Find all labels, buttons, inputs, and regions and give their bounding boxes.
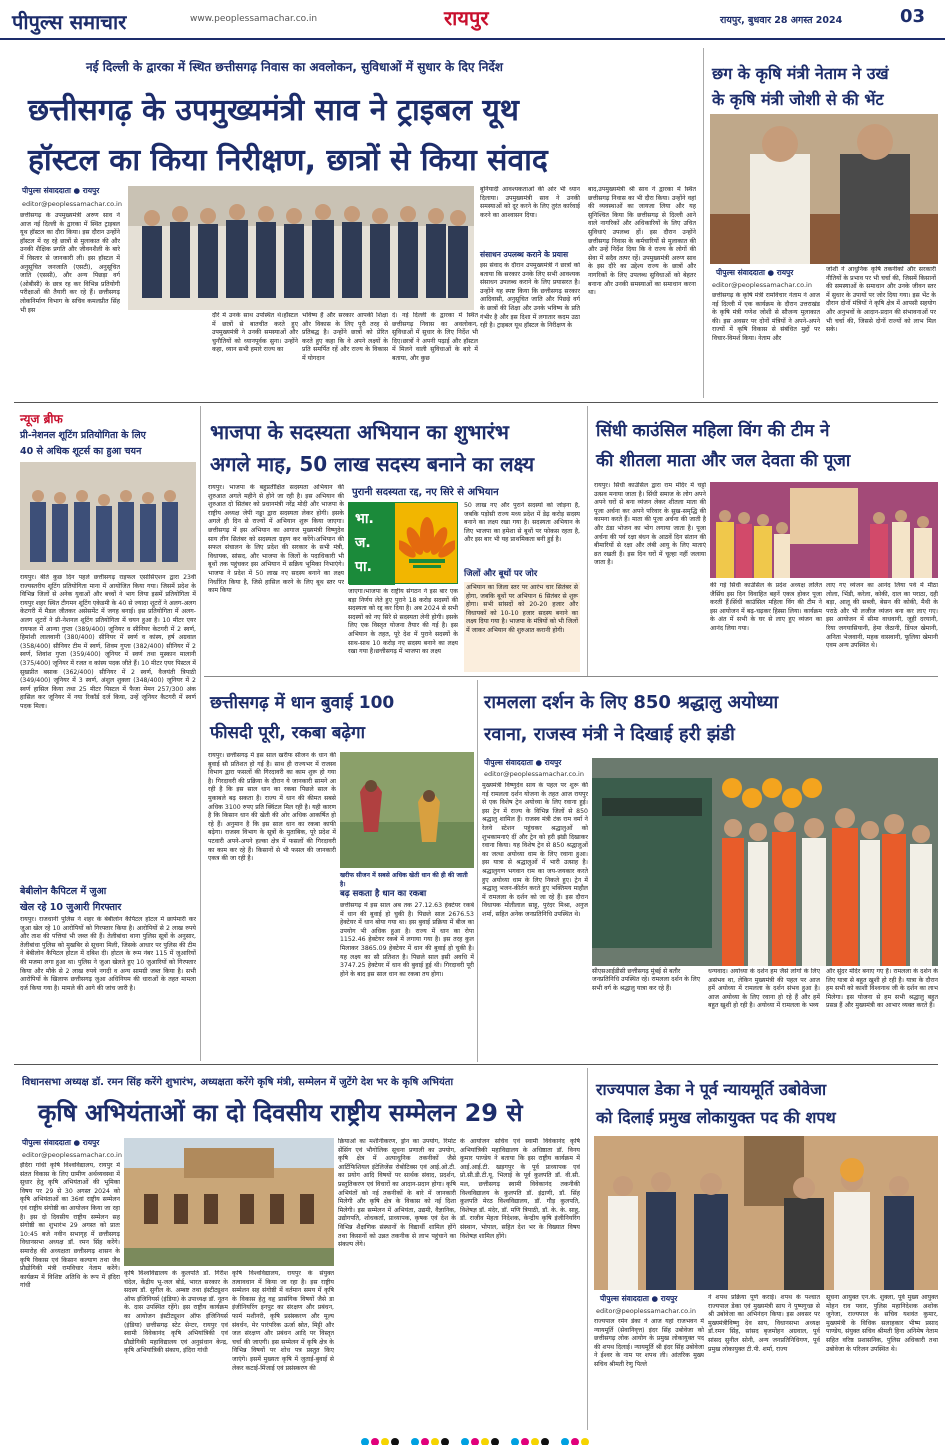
paddy-headline-line2: फीसदी पूरी, रकबा बढ़ेगा bbox=[210, 723, 366, 743]
lead-subhead: संसाधन उपलब्ध कराने के प्रयास bbox=[480, 250, 569, 259]
bjp-col3b: अभियान का जिला स्तर पर आरंभ चार सितंबर से होगा, जबकि बूथों पर अभियान 6 सितंबर से शुरू होगा। सभी सांसदों को 20-20 हजार और विधायकों को 10-10 हजार सदस्य बनाने का लक्ष्य दिया गया है। भाजपा के मंत्रियों को भी जिलों में जाकर अभियान की शुरुआत करानी होगी। bbox=[464, 582, 580, 672]
bjp-headline-line2: अगले माह, 50 लाख सदस्य बनाने का लक्ष्य bbox=[210, 452, 535, 476]
agri-engineers-col2: कृषि विश्वविद्यालय के कुलपति डॉ. गिरीश चंदेल, केंद्रीय भू-जल बोर्ड, भारत सरकार के सदस्य डॉ. सुनील के. अम्बष्ट तथा इंस्टीट्यूशन ऑफ इंजिनियर्स (इंडिया) के उपाध्यक्ष डॉ. नूतन के. दास उपस्थित रहेंगे। इस राष्ट्रीय कार्यक्रम का आयोजन इंस्टीट्यूशन ऑफ इंजिनियर्स (इंडिया) छत्तीसगढ़ स्टेट सेन्टर, रायपुर एवं स्वामी विवेकानंद कृषि अभियांत्रिकी एवं प्रौद्योगिकी महाविद्यालय एवं अनुसंधान केन्द्र, कृषि अभियांत्रिकी संकाय, इंदिरा गांधी bbox=[124, 1270, 228, 1355]
lead-byline: पीपुल्स संवाददाता ● रायपुर bbox=[22, 186, 100, 195]
bjp-logo-text2: ज. bbox=[355, 535, 371, 551]
divider bbox=[477, 680, 478, 1062]
governor-email: editor@peoplessamachar.co.in bbox=[596, 1307, 696, 1315]
governor-byline: पीपुल्स संवाददाता ● रायपुर bbox=[600, 1294, 678, 1303]
agri-meeting-col2: जोशी ने आधुनिक कृषि तकनीकों और सरकारी नीतियों के प्रभाव पर भी चर्चा की, जिसमें किसानों की समस्याओं के समाधान और उनके जीवन स्तर में सुधार के उपायों पर जोर दिया गया। इस भेंट के दौरान दोनों मंत्रियों ने कृषि क्षेत्र में आपसी सहयोग और अनुभवों के आदान-प्रदान की संभावनाओं पर भी चर्चा की, जिससे दोनों राज्यों को लाभ मिल सके। bbox=[826, 266, 936, 334]
news-brief-label: न्यूज ब्रीफ bbox=[20, 412, 63, 426]
agri-engineers-byline: पीपुल्स संवाददाता ● रायपुर bbox=[22, 1138, 100, 1147]
governor-headline-line1: राज्यपाल डेका ने पूर्व न्यायमूर्ति उबोवेजा bbox=[596, 1080, 827, 1099]
agri-meeting-headline-line1: छग के कृषि मंत्री नेताम ने उखं bbox=[712, 64, 889, 83]
lead-col3: भविष्य हैं और सरकार आपकी शिक्षा और विकास के लिए पूरी तरह से प्रतिबद्ध है। उन्होंने छात्रों को प्रेरित करते हुए कहा कि वे अपने लक्ष्यों के प्रति समर्पित रहें और राज्य के विकास में योगदान bbox=[302, 312, 388, 362]
dateline: रायपुर, बुधवार 28 अगस्त 2024 bbox=[720, 15, 843, 26]
ramlala-headline-line2: रवाना, राजस्व मंत्री ने दिखाई हरी झंडी bbox=[484, 724, 735, 745]
governor-headline-line2: को दिलाई प्रमुख लोकायुक्त पद की शपथ bbox=[596, 1108, 836, 1127]
sindhi-col1: रायपुर। सिंधी काउंसिल द्वारा राम मंदिर में चट्टो उत्सव मनाया जाता है। सिंधी समाज के लोग अपने अपने घरों से बना व्यंजन लेकर शीतला माता की पूजा अर्चना कर अपने परिवार के सुख-समृद्धि की कामना करते हैं। माता की पूजा अर्चना की जाती है और ठंडा भोजन का भोग लगाया जाता है। पूजा अर्चना की पर्व रक्षा बंधन के आठवें दिन संतान की बीमारियों से रक्षा और लंबी आयु के लिए माताएं व्रत रखती हैं। इस दिन घरों में चूल्हा नहीं जलाया जाता है। bbox=[594, 482, 706, 567]
bjp-col3: 50 लाख नए और पुराने सदस्यों को जोड़ना है, जबकि पड़ोसी राज्य मध्य प्रदेश में डेढ़ करोड़ सदस्य बनाने का लक्ष्य रखा गया है। सदस्यता अभियान के लिए भाजपा का हमेशा से बूथों पर फोकस रहता है, और इस बार भी यह प्राथमिकता बनी हुई है। bbox=[464, 502, 580, 544]
lead-kicker: नई दिल्ली के द्वारका में स्थित छत्तीसगढ़ निवास का अवलोकन, सुविधाओं में सुधार के दिए निर्देश bbox=[86, 60, 503, 74]
governor-photo bbox=[594, 1136, 938, 1290]
lead-col2: दौरे में उनके साथ उपस्थित थे।हॉस्टल में छात्रों से बातचीत करते हुए उपमुख्यमंत्री ने उनकी समस्याओं और चुनौतियों को ध्यानपूर्वक सुना। उन्होंने कहा, ध्यान सभी हमारे राज्य का bbox=[212, 312, 298, 354]
brief1-text: रायपुर। बीते कुछ दिन पहले छत्तीसगढ़ राइफल एसोसिएशन द्वारा 23वीं राज्यस्तरीय शूटिंग प्रतियोगिता माना में आयोजित किया गया। जिसमें प्रदेश के विभिन्न जिलों से अनेक युवाओं और बच्चों ने भाग लिया इसमें प्रतियोगिता में रायपुर शहर स्थित टीगमन शूटिंग एकेडमी के 40 से ज्यादा शूटरों ने अलग-अलग केटगरी में मैडल जीतकर असेसमेंट में जगह बनाई। इस प्रतियोगिता में अलग-अलग शूटरों ने प्री-नेशनल शूटिंग प्रतियोगिता में चयन हुआ है। 10 मीटर एयर रायफल में आन्या गुप्ता (389/400) जूनियर व सीनियर केटगरी में 2 स्वर्ण, हिमांशी लालवानी (380/400) सीनियर में स्वर्ण व कांस्य, हर्ष अग्रवाल (358/400) सीनियर टीम में स्वर्ण, शिवम गुप्ता (382/400) सीनियर में 2 स्वर्ण, शिवांश गुप्ता (359/400) जूनियर में स्वर्ण तथा मुस्कान मालानी (375/400) जूनियर में रजत व कांस्य पदक जीते हैं। 10 मीटर एयर पिस्टल में सुखप्रीत बसाक (362/400) सीनियर में 2 स्वर्ण, वैजयंती त्रिपाठी (349/400) जूनियर में 3 स्वर्ण, अंशुल शुक्ला (348/400) जूनियर में 2 स्वर्ण हासिल किया तथा 25 मीटर पिस्टल में फैजा मेमन 257/300 अंक हासिल कर जूनियर में नया रिकॉर्ड दर्ज किया, उन्हें जूनियर कैटगरी में स्वर्ण पदक मिला। bbox=[20, 574, 196, 710]
ramlala-headline-line1: रामलला दर्शन के लिए 850 श्रद्धालु अयोध्या bbox=[484, 692, 779, 713]
agri-engineers-email: editor@peoplessamachar.co.in bbox=[22, 1151, 122, 1159]
bjp-logo-text1: भा. bbox=[355, 511, 374, 527]
divider bbox=[200, 406, 201, 1061]
paddy-subhead: बढ़ सकता है धान का रकबा bbox=[340, 889, 427, 899]
bjp-logo-text3: पा. bbox=[355, 559, 372, 575]
agri-meeting-col1: छत्तीसगढ़ के कृषि मंत्री रामविचार नेताम ने आज नई दिल्ली में एक कार्यक्रम के दौरान उत्तराखंड के कृषि मंत्री गणेश जोशी से सौजन्य मुलाकात की। इस अवसर पर दोनों मंत्रियों ने अपने-अपने राज्यों में कृषि विकास से संबंधित मुद्दों पर विचार-विमर्श किया। नेताम और bbox=[712, 292, 820, 342]
color-registration-bar bbox=[360, 1432, 590, 1442]
divider bbox=[204, 676, 938, 677]
bjp-subhead: जिलों और बूथों पर जोर bbox=[464, 569, 538, 579]
paddy-photo bbox=[340, 752, 474, 868]
agri-meeting-headline-line2: के कृषि मंत्री जोशी से की भेंट bbox=[712, 90, 884, 109]
paddy-photo-caption: खरीफ सीजन में सबसे अधिक खेती धान की ही की जाती है। bbox=[340, 872, 468, 888]
paddy-headline-line1: छत्तीसगढ़ में धान बुवाई 100 bbox=[210, 693, 395, 713]
ramlala-email: editor@peoplessamachar.co.in bbox=[484, 770, 584, 778]
bjp-headline-line1: भाजपा के सदस्यता अभियान का शुभारंभ bbox=[210, 420, 509, 444]
agri-meeting-byline: पीपुल्स संवाददाता ● रायपुर bbox=[716, 268, 794, 277]
ramlala-photo-caption: सीएसआईडीसी छत्तीसगढ़ मुंबई से बतौर जनप्रतिनिधि उपस्थित रहे। रामलला दर्शन के लिए सभी वर्ग के श्रद्धालु यात्रा कर रहे हैं। bbox=[592, 968, 701, 992]
bjp-col2: जाएगा।भाजपा के राष्ट्रीय संगठन ने इस बार एक बड़ा निर्णय लेते हुए पुराने 18 करोड़ सदस्यों की सदस्यता को रद्द कर दिया है। अब 2024 से सभी सदस्यों को नए सिरे से सदस्यता लेनी होगी। इसके लिए एक विस्तृत योजना तैयार की गई है। इस अभियान के तहत, पूरे देश में पुराने सदस्यों के साथ-साथ 10 करोड़ नए सदस्य बनाने का लक्ष्य रखा गया है।छत्तीसगढ़ में भाजपा का लक्ष्य bbox=[348, 588, 458, 656]
ramlala-col3: और सुंदर मंदिर बनाए गए हैं। रामलला के दर्शन के लिए यात्रा से बहुत खुशी हो रही है। यात्रा के दौरान हम सभी को काशी विश्वनाथ जी के दर्शन का लाभ मिलेगा। इस योजना से हम सभी श्रद्धालु बहुत प्रसन्न हैं और मुख्यमंत्री का आभार व्यक्त करते हैं। bbox=[826, 968, 938, 1010]
sindhi-headline-line1: सिंधी काउंसिल महिला विंग की टीम ने bbox=[596, 421, 830, 441]
agri-engineers-col5: के आयोजन सचिव एवं स्वामी विवेकानंद कृषि अभियांत्रिकी महाविद्यालय के अधिष्ठाता डॉ. विनय कुमार पाण्डेय ने बताया कि इस राष्ट्रीय कार्यक्रम में आई.आई.टी. खड़गपुर के पूर्व प्राध्यापक एवं प्रो.सी.डी.टी.यू. भिलाई के पूर्व कुलपति डॉ. वी.सी. मल, छत्तीसगढ़ स्वामी विवेकानंद तकनीकी विश्वविद्यालय के कुलपति डॉ. इंद्राणी, डॉ. सिंह कुलपति मेरठ विश्वविद्यालय, डॉ. गौड़ कुलपति, विशेषज्ञ डॉ. मंदेर, डॉ. मणि त्रिपाठी, डॉ. के. के. साहू, डॉ. राजीव मेहता निदेशक, केन्द्रीय कृषि इंजीनियरिंग संस्थान, भोपाल, सहित देश भर के विख्यात विषय विशेषज्ञ शामिल होंगे। bbox=[460, 1138, 580, 1240]
governor-col3: सूचना आयुक्त एन.के. शुक्ला, पूर्व मुख्य आयुक्त मोहन राव पवार, पुलिस महानिदेशक अशोक जुनेजा, राज्यपाल के सचिव यशवंत कुमार, मुख्यमंत्री के विधिक सलाहकार भीष्म प्रसाद पाण्डेय, संयुक्त सचिव श्रीमती हिना अनिमेष नेताम सहित वरिष्ठ प्रशासनिक, पुलिस अधिकारी तथा उबोवेजा के परिजन उपस्थित थे। bbox=[826, 1294, 938, 1353]
agri-meeting-email: editor@peoplessamachar.co.in bbox=[712, 281, 812, 289]
agri-engineers-headline: कृषि अभियंताओं का दो दिवसीय राष्ट्रीय सम्मेलन 29 से bbox=[38, 1099, 523, 1127]
lead-col6: बाद,उपमुख्यमंत्री श्री साव ने द्वारका में स्थित छत्तीसगढ़ निवास का भी दौरा किया। उन्होंने वहां की व्यवस्थाओं का जायजा लिया और यह सुनिश्चित किया कि छत्तीसगढ़ से दिल्ली आने वाले नागरिकों और अधिकारियों के लिए उचित सुविधाएं उपलब्ध हों। इस दौरान उन्होंने छत्तीसगढ़ निवास के कर्मचारियों से मुलाकात की और उन्हें निर्देश दिया कि वे राज्य के लोगों की सेवा में सदैव तत्पर रहें। उपमुख्यमंत्री अरुण साव के इस दौरे का उद्देश्य राज्य के छात्रों और नागरिकों के लिए उपलब्ध सुविधाओं को बेहतर बनाना और उनकी समस्याओं का समाधान करना था। bbox=[588, 186, 696, 297]
brief2-headline-line1: बेबीलोन कैपिटल में जुआ bbox=[20, 886, 107, 897]
divider bbox=[14, 402, 938, 403]
brief1-photo bbox=[20, 462, 196, 570]
bjp-logo bbox=[348, 502, 458, 584]
brief1-headline-line1: प्री-नेशनल शूटिंग प्रतियोगिता के लिए bbox=[20, 430, 146, 441]
ramlala-byline: पीपुल्स संवाददाता ● रायपुर bbox=[484, 758, 562, 767]
sindhi-photo bbox=[710, 482, 938, 578]
brief1-headline-line2: 40 से अधिक शूटर्स का हुआ चयन bbox=[20, 446, 142, 457]
divider bbox=[14, 1064, 938, 1065]
lead-email: editor@peoplessamachar.co.in bbox=[22, 200, 122, 208]
bjp-col1: रायपुर। भाजपा के बहुप्रतीक्षित सदस्यता अभियान की शुरुआत अगले महीने से होने जा रही है। इस अभियान की शुरुआत दो सितंबर को प्रधानमंत्री नरेंद्र मोदी और भाजपा के राष्ट्रीय अध्यक्ष जेपी नड्डा द्वारा सदस्यता लेकर होगी। इसके अगले ही दिन से राज्यों में अभियान शुरू किया जाएगा। छत्तीसगढ़ में इस अभियान का आगाज मुख्यमंत्री विष्णुदेव साय तीन सितंबर को सदस्यता ग्रहण कर करेंगे।अभियान की सफल संचालन के लिए प्रदेश की सरकार के सभी मंत्री, विधायक, सांसद, और भाजपा के जिलों के पदाधिकारी भी बूथों तक पहुंचकर इस अभियान में सक्रिय भूमिका निभाएंगे। भाजपा ने प्रदेश में 50 लाख नए सदस्य बनाने का लक्ष्य निर्धारित किया है, जिसे हासिल करने के लिए बूथ स्तर पर काम किया bbox=[208, 484, 344, 595]
governor-col2: ने शपथ प्रक्रिया पूर्ण कराई। शपथ के पश्चात राज्यपाल डेका एवं मुख्यमंत्री साय ने पुष्पगुच्छ से श्री उबोवेजा का अभिनंदन किया। इस अवसर पर मुख्यमंत्रीविष्णु देव साय, विधानसभा अध्यक्ष डॉ.रमन सिंह, सांसद बृजमोहन अग्रवाल, पूर्व सांसद सुनील सोनी, अन्य जनप्रतिनिधिगण, पूर्व प्रमुख लोकायुक्त टी.पी. शर्मा, राज्य bbox=[708, 1294, 820, 1353]
sindhi-col3: लाए गए व्यंजन का आनंद लिया पर्व में मीठा लोला, भिंडी, करेला, कोकी, दाल का पराठा, दही बड़ा, आलू की सब्जी, बेसन की कोकी, मैथी के पराठे और भी लजीज व्यंजन बना कर लाए गए। इस आयोजन में सीमा वाधवानी, जूही दरयानी, रिया जगयासियानी, हेमा जैठानी, डिंपल खेमानी, अनिता भेजवानी, महक वासवानी, फूलिया खेमानी एवम अन्य उपस्थित थे। bbox=[826, 582, 938, 650]
sindhi-col2: की गई सिंधी काउंसिल के प्रदेश अध्यक्ष ललित जैसिंघ इस दिन विवाहित बहनें एकत्र होकर पूजा करती हैं।सिंधी काउंसिल महिला विंग की टीम ने इस आयोजन में बढ़-चढ़कर हिस्सा लिया। कार्यक्रम के अंत में सभी के घर से लाए हुए व्यंजन का आनंद लिया गया। bbox=[710, 582, 822, 632]
paddy-col3: छत्तीसगढ़ में इस साल अब तक 27.12.63 हेक्टेयर रकबे में धान की बुवाई हो चुकी है। पिछले साल 2676.53 हेक्टेयर में धान बोया गया था। इस बुवाई प्रक्रिया में बीज का उपयोग भी अधिक हुआ है। राज्य में धान का रोपा 1152.46 हेक्टेयर रकबे में लगाया गया है। इस तरह कुल मिलाकर 3865.09 हेक्टेयर में धान की बुवाई हो चुकी है। यह लक्ष्य का सौ प्रतिशत है। पिछले साल इसी अवधि में 3747.25 हेक्टेयर में धान की बुवाई हुई थी। गिरदावरी पूरी होने के बाद इस साल धान का रकबा तय होगा। bbox=[340, 902, 474, 978]
divider bbox=[703, 48, 704, 398]
agri-engineers-col3: कृषि विश्वविद्यालय, रायपुर के संयुक्त तत्वावधान में किया जा रहा है। इस राष्ट्रीय सम्मेलन सह संगोष्ठी में वर्तमान समय में कृषि के विकास हेतु वहृ प्रासंगिक विषयों जैसे डा इंजीनियरिंग इनपुट का संरक्षण और प्रबंधन, फार्म मशीनरी, कृषि प्रसंस्करण और मूल्य संवर्धन, मेर पारंपरिक ऊर्जा स्रोत, मिट्टी और जल संरक्षण और प्रबंधन आदि पर विस्तृत चर्चा की जाएगी। इस सम्मेलन में कृषि क्षेत्र के विभिन्न विषयों पर शोध पत्र प्रस्तुत किए जाएंगे। इसमें मुख्यतः कृषि में जुताई-बुवाई से लेकर कटाई-मिंजाई एवं प्रसंस्करण की bbox=[232, 1270, 334, 1372]
lead-col4: दें। नई दिल्ली के द्वारका में स्थित छत्तीसगढ़ निवास का अवलोकन, सुविधाओं में सुधार के लिए निर्देश भी दिए।छात्रों ने अपनी पढ़ाई और हॉस्टल में मिलने वाली सुविधाओं के बारे में बताया, और कुछ bbox=[392, 312, 478, 362]
agri-engineers-col1: इंदिरा गांधी कृषि विश्वविद्यालय, रायपुर में संतत विकास के लिए ग्रामीण अर्थव्यवस्था में सुधार हेतु कृषि अभियंताओं की भूमिका विषय पर 29 से 30 अगस्त 2024 को कृषि अभियंताओं का 36वां राष्ट्रीय सम्मेलन एवं राष्ट्रीय संगोष्ठी का आयोजन किया जा रहा है। इस दो दिवसीय राष्ट्रीय सम्मेलन सह संगोष्ठी का शुभारंभ 29 अगस्त को प्रातः 10:45 बजे नवीन सभागृह में छत्तीसगढ़ विधानसभा अध्यक्ष डॉ. रमन सिंह करेंगे। समारोह की अध्यक्षता छत्तीसगढ़ शासन के कृषि विकास एवं किसान कल्याण तथा जैव प्रौद्योगिकी मंत्री रामविचार नेताम करेंगे। कार्यक्रम में विशिष्ट अतिथि के रूप में इंदिरा गांधी bbox=[20, 1162, 120, 1290]
lead-headline-line2: हॉस्टल का किया निरीक्षण, छात्रों से किया संवाद bbox=[28, 143, 548, 178]
lead-col5b: इस संवाद के दौरान उपमुख्यमंत्री ने छात्रों को बताया कि सरकार उनके लिए सभी आवश्यक संसाधन उपलब्ध कराने के लिए प्रयासरत है। उन्होंने यह स्पष्ट किया कि छत्तीसगढ़ सरकार आदिवासी, अनुसूचित जाति और पिछड़े वर्ग के छात्रों की शिक्षा और उनके भविष्य के प्रति गंभीर है और इस दिशा में लगातार कदम उठा रही है। ट्राइबल यूथ हॉस्टल के निरीक्षण के bbox=[480, 262, 580, 330]
lead-col1: छत्तीसगढ़ के उपमुख्यमंत्री अरुण साव ने आज नई दिल्ली के द्वारका में स्थित ट्राइबल यूथ हॉस्टल का दौरा किया। इस दौरान उन्होंने हॉस्टल में रह रहे छात्रों से मुलाकात की और उनकी शैक्षिक प्रगति और जीवनशैली के बारे में विस्तार से जानकारी ली। इस हॉस्टल में अनुसूचित जनजाति (एसटी), अनुसूचित जाति (एससी), और अन्य पिछड़ा वर्ग (ओबीसी) के छात्र रह कर विभिन्न प्रतियोगी परीक्षाओं की तैयारी कर रहे हैं। छत्तीसगढ़ लोकनिर्माण विभाग के सचिव कमलप्रीत सिंह भी इस bbox=[20, 212, 120, 314]
brief2-headline-line2: खेल रहे 10 जुआरी गिरफ्तार bbox=[20, 902, 122, 913]
agri-engineers-kicker: विधानसभा अध्यक्ष डॉ. रमन सिंह करेंगे शुभारंभ, अध्यक्षता करेंगे कृषि मंत्री, सम्मेलन में जुटेंगे देश भर के कृषि अभियंता bbox=[22, 1077, 454, 1088]
city-tag: रायपुर bbox=[444, 6, 489, 30]
governor-col1: राज्यपाल रमेन डेका ने आज यहां राजभवन में न्यायमूर्ति (सेवानिवृत्त) इंदर सिंह उबोवेजा को छत्तीसगढ़ लोक आयोग के प्रमुख लोकायुक्त पद की शपथ दिलाई। न्यायमूर्ति श्री इंदर सिंह उबोवेजा ने ईश्वर के नाम पर शपथ ली। आंतरिक मुख्य सचिव श्रीमती रेणु पिल्ले bbox=[594, 1318, 704, 1368]
masthead bbox=[0, 0, 945, 40]
lead-col5: बुनियादी आवश्यकताओं की ओर भी ध्यान दिलाया। उपमुख्यमंत्री साव ने उनकी समस्याओं को दूर करने के लिए तुरंत कार्रवाई करने का आश्वासन दिया। bbox=[480, 186, 580, 219]
ramlala-col2: धन्यवाद। अयोध्या के दर्शन हम जैसे लोगों के लिए असंभव था, लेकिन मुख्यमंत्री की पहल पर आज हमें अयोध्या में रामलला के दर्शन संभव हुआ है। आज अयोध्या के लिए रवाना हो रहे हैं और हमें बहुत खुशी हो रही है। अयोध्या में रामलला के भव्य bbox=[708, 968, 820, 1010]
page-number: 03 bbox=[900, 6, 926, 27]
lotus-icon bbox=[399, 513, 455, 575]
agri-meeting-photo bbox=[710, 114, 938, 264]
sindhi-headline-line2: की शीतला माता और जल देवता की पूजा bbox=[596, 451, 851, 471]
divider bbox=[587, 406, 588, 676]
lead-headline-line1: छत्तीसगढ़ के उपमुख्यमंत्री साव ने ट्राइबल यूथ bbox=[28, 93, 519, 128]
masthead-url: www.peoplessamachar.co.in bbox=[190, 14, 318, 24]
agri-engineers-col4: क्रियाओं का मशीनीकरण, ड्रोन का उपयोग, रिमोट सेंसिंग एवं भौगोलिक सूचना प्रणाली का उपयोग, कृषि क्षेत्र में अत्याधुनिक तकनीकों जैसे आर्टिफिशियल इंटेलिजेंस रोबोटिक्स एवं आई.ओ.टी. का प्रयोग आदि विषयों पर सार्थक संवाद, प्रदर्शन, प्रस्तुतिकरण एवं विचारों का आदान-प्रदान होगा। कृषि अभियंतों को नई तकनीकों के बारे में जानकारी मिलेगी और कृषि क्षेत्र के विकास को नई दिशा मिलेगी। इस सम्मेलन में अभियंता, उद्यमी, वैज्ञानिक, उद्योगपति, शोधकर्ता, प्राध्यापक, कृषक एवं देश के विभिन्न शैक्षणिक संस्थानों के विद्यार्थी शामिल होंगे तथा किसानों को उन्नत तकनीक से लाभ पहुंचाने का संकल्प लेंगे। bbox=[338, 1138, 456, 1249]
divider bbox=[587, 1068, 588, 1430]
paddy-col1: रायपुर। छत्तीसगढ़ में इस साल खरीफ सीजन के धान की बुवाई सौ प्रतिशत हो गई है। साथ ही राज्यभर में राजस्व विभाग द्वारा फसलों की गिरदावरी का काम शुरू हो गया है। गिरदावरी की प्रक्रिया के दौरान ये जानकारी सामने आ रही है कि इस साल धान का रकबा पिछले साल के मुकाबले बढ़ सकता है। राज्य में धान की कीमत सबसे अधिक 3100 रुपए प्रति क्विंटल मिल रही है। यही कारण है कि किसान धान की खेती की ओर अधिक आकर्षित हो रहे हैं। अनुमान है कि इस साल धान का रकबा काफी बढ़ेगा। राजस्व विभाग के सूत्रों के मुताबिक, पूरे प्रदेश में पटवारी अपने-अपने हल्का क्षेत्र में फसलों की गिरदावरी का काम कर रहे हैं। किसानों से भी फसल की जानकारी एकत्र की जा रही है। bbox=[208, 752, 336, 863]
lead-photo bbox=[128, 186, 474, 310]
ramlala-col1: मुख्यमंत्री विष्णुदेव साय के पहल पर शुरू की गई रामलला दर्शन योजना के तहत आज रायपुर से एक विशेष ट्रेन अयोध्या के लिए रवाना हुई। इस ट्रेन में राज्य के विभिन्न जिलों से 850 श्रद्धालु शामिल हैं। राजस्व मंत्री टंक राम वर्मा ने रेलवे स्टेशन पहुंचकर श्रद्धालुओं को शुभकामनाएं दीं और ट्रेन को हरी झंडी दिखाकर रवाना किया। यह विशेष ट्रेन से 850 श्रद्धालुओं का जत्था अयोध्या धाम के लिए रवाना हुआ। इस यात्रा से श्रद्धालुओं में भारी उत्साह है। श्रद्धालुगण भगवान राम का जय-जयकार करते हुए अयोध्या धाम के लिए निकले हुए। ट्रेन में श्रद्धालु भजन-कीर्तन करते हुए भक्तिमय माहौल में रामलला के दर्शन को जा रहे हैं। इस दौरान विधायक मोतीलाल साहू, पुरंदर मिश्रा, अनुज शर्मा, सहित अनेक जनप्रतिनिधि उपस्थित थे। bbox=[482, 782, 588, 918]
paper-name: पीपुल्स समाचार bbox=[12, 10, 127, 34]
ramlala-photo bbox=[592, 758, 938, 966]
bjp-deck: पुरानी सदस्यता रद्द, नए सिरे से अभियान bbox=[352, 487, 499, 498]
agri-engineers-photo bbox=[124, 1138, 334, 1266]
brief2-text: रायपुर। राजधानी पुलिस ने शहर के बेबीलोन कैपिटल होटल में छापेमारी कर जुआ खेल रहे 10 आरोपियों को गिरफ्तार किया है। आरोपियों से 2 लाख रुपये और ताश की पत्तियां भी जब्त की हैं। तेलीबांधा थाना पुलिस सूत्रों के अनुसार, तेलीबांधा पुलिस को मुखबिर से सूचना मिली, जिसके आधार पर पुलिस की टीम ने बेबीलोन कैपिटल होटल में दबिश दी। होटल के रूम नंबर 115 में जुआरियों की मजमा लगा हुआ था। पुलिस ने जुआ खेलते हुए 10 जुआरियों को गिरफ्तार किया और मौके से 2 लाख रुपये नगदी व अन्य सामग्री जब्त किया है। सभी आरोपियों के खिलाफ छत्तीसगढ़ जुआ अधिनियम की धाराओं के तहत मामला दर्ज किया गया है। मामले की आगे की जांच जारी है। bbox=[20, 916, 196, 992]
